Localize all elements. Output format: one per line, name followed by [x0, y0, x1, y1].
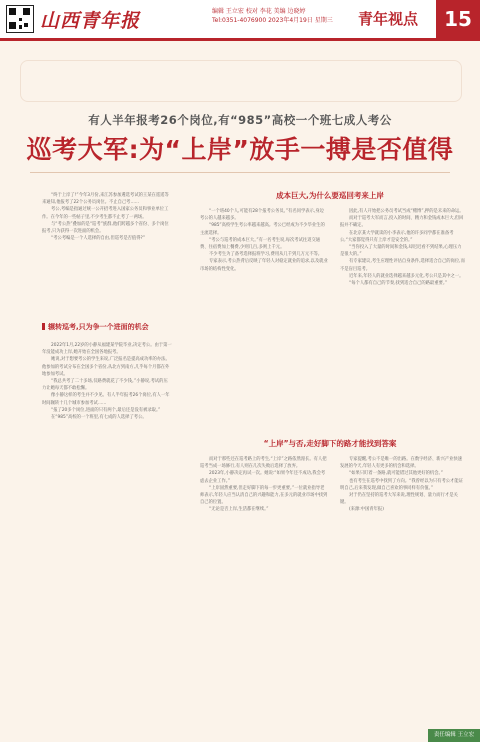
masthead-logo: 山西青年报: [40, 10, 141, 32]
paragraph: “无论是否上岸,生活都在继续。”: [209, 507, 269, 513]
page-header: [0, 0, 480, 41]
paragraph: 也有考生在巡考中找到了方向。“我曾经以为只有考公才能证明自己,后来我发现,做自己喜欢的事同样有价值。”: [340, 478, 463, 491]
paragraph: “考公与巡考的成本巨大。”有一名考生说,每次考试往返交通费、住宿费加上餐费,少则几百,多则上千元。: [200, 237, 321, 251]
paragraph: 因此,有人开始把公务员考试当成“赌博”,押的是未来的命运。: [349, 209, 464, 214]
footer-tag: 责任编辑 王立宏: [428, 729, 480, 742]
column-2: [200, 208, 328, 428]
paragraph: 有专家建议,考生应理性评估自身条件,选择适合自己的岗位,而不是盲目巡考。: [340, 259, 465, 272]
paragraph: 近年来,年轻人的就业选择越来越多元化,考公只是其中之一。: [349, 273, 464, 279]
headline-divider: [30, 172, 450, 173]
decorative-frame: [20, 60, 462, 102]
paragraph: 专家提醒,考公不是唯一的出路。在数字经济、新兴产业快速发展的今天,年轻人有更多的机会和选择。: [340, 457, 463, 470]
date-line: Tel:0351-4076900 2023年4月19日 星期三: [212, 17, 333, 24]
section-heading-touring: 辗转巡考,只为争一个进面的机会: [42, 322, 149, 332]
section-name: 青年视点: [358, 10, 419, 28]
paragraph: (来源:中国青年报): [349, 507, 384, 513]
qr-code-icon: [6, 5, 34, 33]
lead-paragraph: 考公,考编是指通过统一公开招考进入国家公务员和事业单位工作。在今年的一些帖子里,不少考生都不止考了一两场。: [42, 207, 169, 220]
paragraph: 2022年1月,22岁的小静从福建某学院毕业,决定考公。由于第一年没能成功上岸,她开始在全国各地报考。: [42, 343, 172, 356]
paragraph: 在北京某大学就读的小李表示,他的许多同学都在准备考公,“大家都觉得只有上岸才是安全的。”: [340, 230, 454, 243]
paragraph: “我总共考了二十多场,仅路费就花了不少钱。”小静说,考试的压力让她每天都不敢松懈。: [42, 379, 168, 392]
paragraph: 而对于那些还在巡考路上的考生,“上岸”之路依然漫长。有人把巡考当成一场修行,有人则在几次失败后选择了放弃。: [200, 457, 327, 470]
paragraph: “上岸固然重要,但走好脚下的每一步更重要。”一位就业指导老师表示,年轻人应当认清自己的兴趣和能力,在多元的就业市场中找到自己的位置。: [200, 485, 328, 506]
column-5: [340, 456, 465, 686]
section-heading-future: “上岸”与否,走好脚下的路才能找到答案: [263, 439, 397, 448]
column-4: [200, 456, 328, 686]
paragraph: 像小静这样的考生并不少见。有人半年报考26个岗位,有人一年时间辗转十几个城市参加考试……: [42, 393, 170, 406]
paragraph: 在“985”高校的一个班里,有七成的人选择了考公。: [51, 415, 147, 421]
lead-paragraph: “考公考编是一个人选择的自由,但巡考是否值得?”: [51, 236, 146, 242]
lead-paragraph: 与“考公热”叠加的是“巡考”族群,他们跨越多个省份、多个岗位报考,只为获得一次进面的机会。: [42, 221, 169, 235]
paragraph: “报了20多个岗位,进面的只有两个,最后还是没有被录取。”: [51, 407, 161, 413]
editor-line: 编辑 王立宏 校对 李花 美编 边晓婷: [212, 8, 306, 15]
column-1: [42, 342, 172, 707]
paragraph: “一个班40个人,可能有28个报考公务员。”有名同学表示,身边考公的人越来越多。: [200, 209, 324, 222]
paragraph: 她说,对于想要考公的学生来说,广泛报名是提高成功率的办法。他参加的考试分布在全国多个省份,从北方到南方,几乎每个月都在外地参加考试。: [42, 357, 170, 377]
section-heading-cost: 成本巨大,为什么要巡回考来上岸: [276, 191, 384, 200]
paragraph: “985”高校学生考公率越来越高。考公已经成为不少毕业生的主流选择。: [200, 223, 325, 236]
headline-title: 巡考大军:为“上岸”放手一搏是否值得: [26, 135, 454, 164]
paragraph: “如果只盯着一条路,就可能错过其他更好的机会。”: [349, 471, 443, 477]
paragraph: 对于仍在坚持的巡考大军来说,理性规划、量力而行才是关键。: [340, 493, 458, 506]
lead-paragraphs: [42, 192, 172, 287]
paragraph: “当你投入了大量的时间和金钱,却迟迟看不到结果,心理压力是很大的。”: [340, 245, 462, 258]
paragraph: 2023年,小静决定再试一次。她说:“如果今年还不成功,我会考虑去企业工作。”: [200, 471, 326, 484]
paragraph: “每个人都有自己的节奏,找到适合自己的路最重要。”: [349, 281, 448, 287]
column-3: [340, 208, 465, 428]
paragraph: 而对于巡考大军而言,投入的时间、精力和金钱成本巨大,但回报并不确定。: [340, 216, 464, 229]
lead-paragraph: “终于上岸了!”今年3月份,来江苏参加遴选考试的王某在遥遥等来通知,他报考了22个公务员岗位。不止自己考……: [42, 193, 169, 206]
paragraph: 专家表示,考公热背后反映了年轻人对稳定就业的追求,以及就业市场的结构性变化。: [200, 259, 328, 272]
editor-info: [212, 7, 333, 25]
page-number: 15: [436, 0, 480, 38]
headline-subtitle: 有人半年报考26个岗位,有“985”高校一个班七成人考公: [88, 113, 392, 127]
paragraph: 不少考生为了备考选择报班学习,费用从几千到几万元不等。: [209, 252, 323, 258]
